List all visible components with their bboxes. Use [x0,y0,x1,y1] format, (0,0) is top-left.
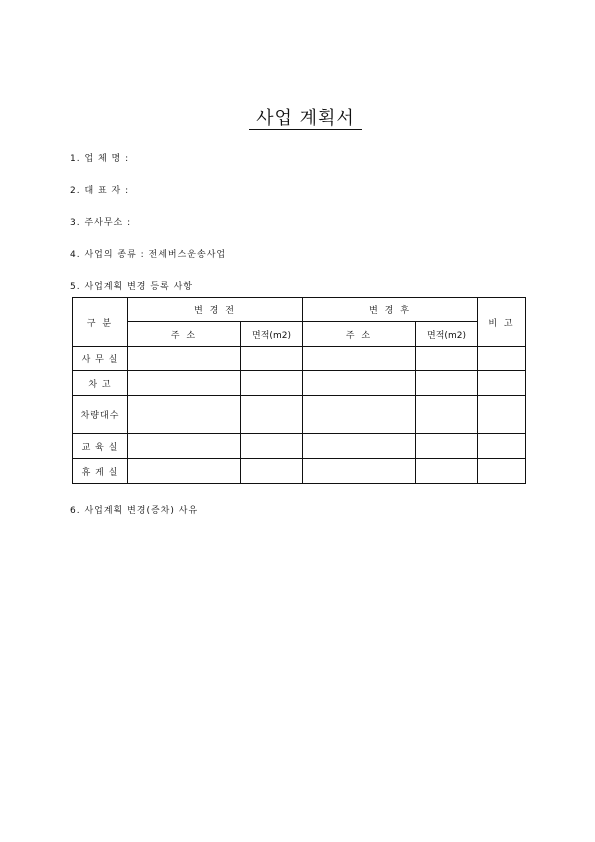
cell-before-address[interactable] [128,459,241,484]
cell-after-address[interactable] [303,434,416,459]
cell-before-area[interactable] [241,459,303,484]
cell-after-address[interactable] [303,347,416,371]
cell-note[interactable] [478,371,526,396]
cell-before-area[interactable] [241,347,303,371]
table-header-row [73,298,526,322]
cell-note[interactable] [478,459,526,484]
section-change-reason: 6. 사업계획 변경(증차) 사유 [70,506,199,516]
document-title: 사업 계획서 [256,108,355,129]
row-label: 차 고 [73,371,128,396]
table-row [73,371,526,396]
cell-after-area[interactable] [416,396,478,434]
cell-after-address[interactable] [303,396,416,434]
subheader-after-area: 면적(m2) [416,322,478,347]
cell-before-address[interactable] [128,347,241,371]
cell-note[interactable] [478,347,526,371]
cell-after-area[interactable] [416,371,478,396]
cell-after-area[interactable] [416,459,478,484]
header-after-change: 변 경 후 [303,298,478,322]
header-before-change: 변 경 전 [128,298,303,322]
subheader-after-address: 주 소 [303,322,416,347]
cell-before-area[interactable] [241,434,303,459]
subheader-before-address: 주 소 [128,322,241,347]
cell-after-area[interactable] [416,434,478,459]
cell-before-area[interactable] [241,396,303,434]
table-row [73,434,526,459]
cell-after-address[interactable] [303,371,416,396]
title-underline [249,129,362,130]
cell-note[interactable] [478,434,526,459]
row-label: 사 무 실 [73,347,128,371]
table-row [73,347,526,371]
cell-after-address[interactable] [303,459,416,484]
table-row [73,459,526,484]
cell-before-area[interactable] [241,371,303,396]
table-row [73,396,526,434]
section-registration-changes: 5. 사업계획 변경 등록 사항 [70,282,193,292]
cell-before-address[interactable] [128,371,241,396]
field-representative: 2. 대 표 자 : [70,186,130,196]
header-note: 비 고 [478,298,526,347]
cell-note[interactable] [478,396,526,434]
row-label: 휴 게 실 [73,459,128,484]
change-registration-table [72,297,526,484]
field-company-name: 1. 업 체 명 : [70,154,130,164]
header-category: 구 분 [73,298,128,347]
row-label: 교 육 실 [73,434,128,459]
cell-before-address[interactable] [128,396,241,434]
subheader-before-area: 면적(m2) [241,322,303,347]
table-subheader-row [73,322,526,347]
cell-before-address[interactable] [128,434,241,459]
cell-after-area[interactable] [416,347,478,371]
field-business-type: 4. 사업의 종류 : 전세버스운송사업 [70,250,227,260]
row-label: 차량대수 [73,396,128,434]
field-main-office: 3. 주사무소 : [70,218,132,228]
